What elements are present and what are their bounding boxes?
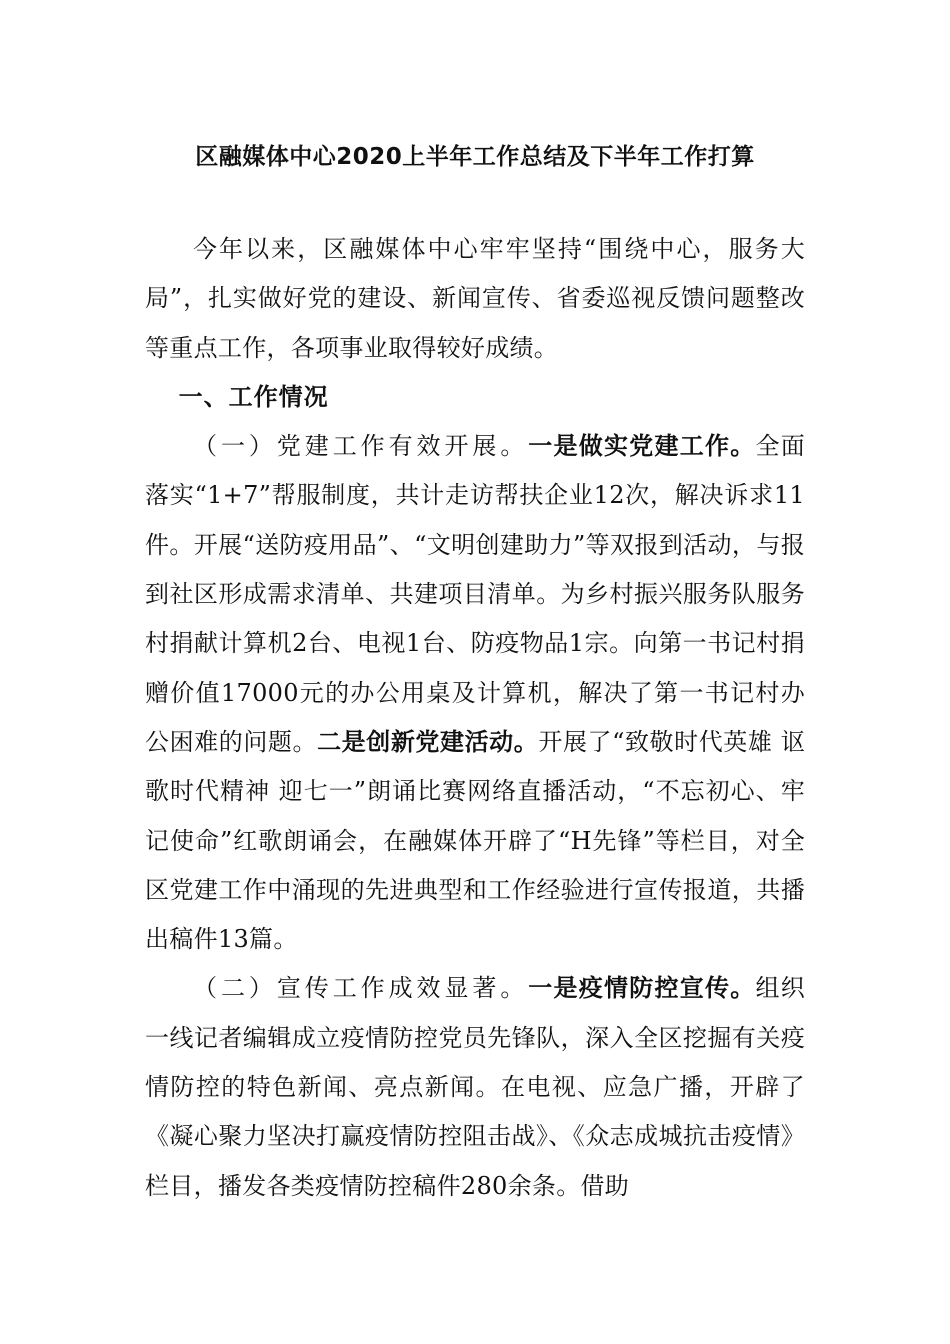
lead-publicity-1: 一是疫情防控宣传。 xyxy=(528,974,756,1003)
lead-party-building-1: 一是做实党建工作。 xyxy=(528,432,756,461)
document-title: 区融媒体中心2020上半年工作总结及下半年工作打算 xyxy=(195,144,755,170)
lead-party-building-2: 二是创新党建活动。 xyxy=(317,727,539,756)
text-party-building-2: 开展了“致敬时代英雄 讴歌时代精神 迎七一”朗诵比赛网络直播活动，“不忘初心、牢记使命”红歌朗诵会，在融媒体开辟了“H先锋”等栏目，对全区党建工作中涌现的先进典型和工作经验进行宣传报道，共播出稿件13篇。 xyxy=(145,727,805,954)
text-publicity-1: 组织一线记者编辑成立疫情防控党员先锋队，深入全区挖掘有关疫情防控的特色新闻、亮点新闻。在电视、应急广播，开辟了《凝心聚力坚决打赢疫情防控阻击战》、《众志成城抗击疫情》栏目，播发各类疫情防控稿件280余条。借助 xyxy=(145,974,806,1200)
section-heading-work-status: 一、工作情况 xyxy=(178,382,329,411)
subsection-title-publicity: （二）宣传工作成效显著。 xyxy=(193,974,529,1003)
subsection-title-party-building: （一）党建工作有效开展。 xyxy=(193,432,529,461)
paragraph-publicity xyxy=(145,964,805,1210)
paragraph-party-building xyxy=(145,422,805,964)
intro-paragraph: 今年以来，区融媒体中心牢牢坚持“围绕中心，服务大局”，扎实做好党的建设、新闻宣传、省委巡视反馈问题整改等重点工作，各项事业取得较好成绩。 xyxy=(145,235,805,362)
document-body xyxy=(145,225,805,1211)
text-party-building-1: 全面落实“1+7”帮服制度，共计走访帮扶企业12次，解决诉求11件。开展“送防疫用品”、“文明创建助力”等双报到活动，与报到社区形成需求清单、共建项目清单。为乡村振兴服务队服务村捐献计算机2台、电视1台、防疫物品1宗。向第一书记村捐赠价值17000元的办公用桌及计算机，解决了第一书记村办公困难的问题。 xyxy=(145,432,806,756)
